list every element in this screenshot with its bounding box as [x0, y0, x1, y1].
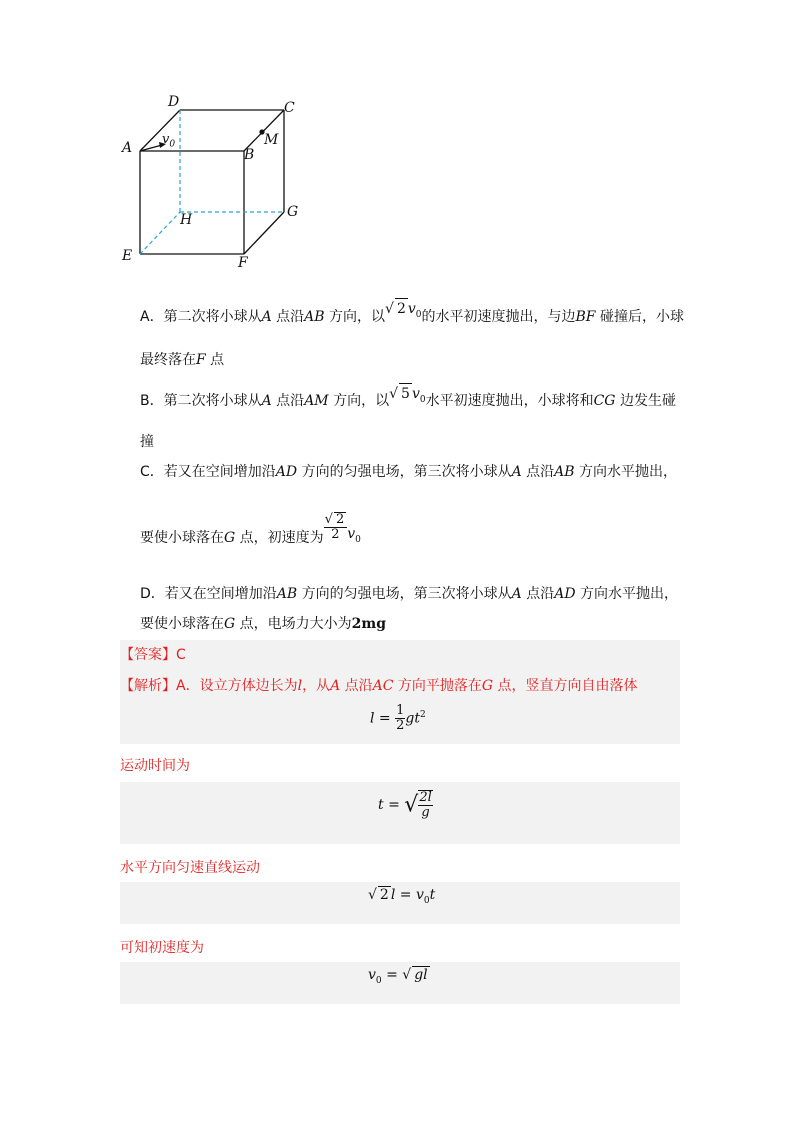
option-c-line2: 要使小球落在G 点，初速度为 $\frac{√ 2}{2}$ $v_0$ — [140, 512, 361, 546]
equation-3: √ 2 $l = v_0t$ — [368, 887, 436, 906]
answer-line: 【答案】C — [120, 647, 186, 663]
label-B: B — [244, 147, 255, 163]
label-C: C — [284, 100, 295, 116]
heading-horizontal: 水平方向匀速直线运动 — [120, 860, 260, 876]
equation-4: $v_0$ = √ gl — [368, 967, 428, 986]
equation-1: l = $\frac{1}{2}$ $gt^2$ — [370, 703, 426, 733]
label-D: D — [168, 94, 180, 110]
label-A: A — [122, 140, 133, 156]
equation-2: t = √ $\frac{2l}{g}$ — [378, 790, 432, 820]
heading-time: 运动时间为 — [120, 758, 190, 774]
option-a-line1: A．第二次将小球从A 点沿AB 方向，以√ 2 $v_0$的水平初速度抛出，与边BF 碰撞后，小球 — [140, 306, 684, 333]
label-v0: $v_0$ — [162, 132, 176, 150]
option-b-line2: 撞 — [140, 434, 154, 450]
label-G: G — [287, 204, 299, 220]
option-d-line2: 要使小球落在G 点，电场力大小为2mg — [140, 616, 386, 632]
edge-EH — [140, 212, 180, 254]
label-F: F — [238, 255, 248, 271]
edge-FG — [244, 212, 284, 254]
option-d-line1: D．若又在空间增加沿AB 方向的匀强电场，第三次将小球从A 点沿AD 方向水平抛出， — [140, 586, 679, 602]
label-E: E — [122, 248, 133, 264]
analysis-line: 【解析】A．设立方体边长为l，从A 点沿AC 方向平抛落在G 点，竖直方向自由落体 — [120, 678, 638, 694]
heading-initial-speed: 可知初速度为 — [120, 940, 204, 956]
cube-figure — [110, 90, 310, 280]
force-value: 2mg — [351, 616, 386, 632]
label-H: H — [180, 212, 193, 228]
option-c-line1: C．若又在空间增加沿AD 方向的匀强电场，第三次将小球从A 点沿AB 方向水平抛出， — [140, 464, 678, 480]
option-b-line1: B．第二次将小球从A 点沿AM 方向，以√ 5 $v_0$水平初速度抛出，小球将和CG 边发生碰 — [140, 390, 676, 417]
label-M: M — [264, 132, 279, 148]
cube-diagram — [110, 90, 310, 280]
option-a-line2: 最终落在F 点 — [140, 352, 225, 368]
